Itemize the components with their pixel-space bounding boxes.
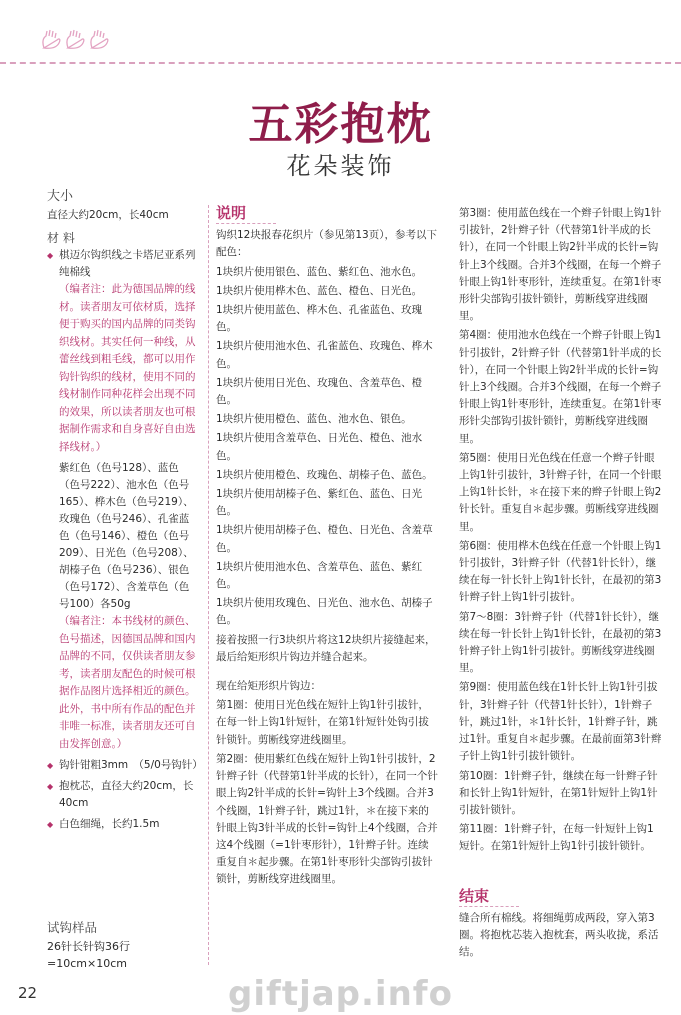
instruction-paragraph: 1块织片使用银色、蓝色、紫红色、池水色。 xyxy=(216,265,423,278)
border-paragraph: 现在给矩形织片钩边： xyxy=(216,680,321,693)
instructions-column xyxy=(216,205,438,891)
round-paragraph: 第9圈：使用蓝色线在1针长针上钩1针引拔针，3针辫子针（代替1针长针），1针辫子针，跳过1针，＊1针长针，1针辫子针，跳过1针。重复自＊起步骤。在最前面第3针辫子针上钩1针引拔针锁针。 xyxy=(459,681,662,763)
finishing-heading: 结束 xyxy=(459,888,519,907)
size-heading: 大小 xyxy=(47,189,74,204)
material-yarn: 棋迈尔钩织线之卡塔尼亚系列纯棉线 xyxy=(59,249,196,278)
instructions-heading: 说明 xyxy=(216,205,276,224)
finishing-section xyxy=(459,888,664,961)
material-item: ◆ 钩针钳粗3mm （5/0号钩针） xyxy=(47,757,199,774)
header-divider xyxy=(0,62,681,64)
material-item xyxy=(47,247,199,753)
editor-note-colors: （编者注：本书线材的颜色、色号描述，因德国品牌和国内品牌的不同，仅供读者朋友参考，读者朋友配色的时候可根据作品图片选择相近的颜色。此外，书中所有作品的配色并非唯一标准，读者朋友还可自由发挥创意。） xyxy=(59,615,196,750)
instruction-paragraph: 1块织片使用池水色、孔雀蓝色、玫瑰色、桦木色。 xyxy=(216,340,433,370)
hands-decoration-icon xyxy=(40,28,120,50)
material-item: ◆ 抱枕芯，直径大约20cm，长40cm xyxy=(47,778,199,812)
round-paragraph: 第5圈：使用日光色线在任意一个辫子针眼上钩1针引拔针，3针辫子针，在同一个针眼上钩1针长针，＊在接下来的辫子针眼上钩2针长针。重复自＊起步骤。剪断线穿进线圈里。 xyxy=(459,451,662,533)
rounds-column xyxy=(459,205,664,858)
instruction-paragraph: 钩织12块报春花织片（参见第13页），参考以下配色： xyxy=(216,229,437,259)
instruction-paragraph: 1块织片使用胡榛子色、紫红色、蓝色、日光色。 xyxy=(216,488,423,518)
sample-text: 26针长针钩36行=10cm×10cm xyxy=(47,940,130,970)
yarn-colors: 紫红色（色号128）、蓝色（色号222）、池水色（色号165）、桦木色（色号219）、玫瑰色（色号246）、孔雀蓝色（色号146）、橙色（色号209）、日光色（色号208）、胡榛子色（色号236）、银色（色号172）、含羞草色（色号100）各50g xyxy=(59,462,194,610)
instruction-paragraph: 1块织片使用含羞草色、日光色、橙色、池水色。 xyxy=(216,432,423,462)
round-paragraph: 第3圈：使用蓝色线在一个辫子针眼上钩1针引拔针，2针辫子针（代替第1针半成的长针），在同一个针眼上钩2针半成的长针=钩针上3个线圈。合并3个线圈，在每一个辫子针眼上钩1针枣形针，连续重复。在第1针枣形针尖部钩引拔针锁针，剪断线穿进线圈里。 xyxy=(459,207,662,323)
size-text: 直径大约20cm，长40cm xyxy=(47,209,169,221)
page-title: 五彩抱枕 xyxy=(248,99,433,150)
round-paragraph: 第7～8圈：3针辫子针（代替1针长针），继续在每一针长针上钩1针长针，在最初的第3针辫子针上钩1针引拔针。剪断线穿进线圈里。 xyxy=(459,610,662,675)
materials-list xyxy=(47,247,203,833)
watermark: giftjap.info xyxy=(228,974,453,1014)
gauge-sample xyxy=(47,913,207,974)
round-paragraph: 第6圈：使用桦木色线在任意一个针眼上钩1针引拔针，3针辫子针（代替1针长针），继续在每一针长针上钩1针长针，在最初的第3针辫子针上钩1针引拔针。 xyxy=(459,539,662,604)
round-paragraph: 第10圈：1针辫子针，继续在每一针辫子针和长针上钩1针短针，在第1针短针上钩1针引拔针锁针。 xyxy=(459,769,658,816)
materials-column xyxy=(47,188,203,837)
column-divider xyxy=(208,205,209,965)
page-subtitle: 花朵装饰 xyxy=(286,152,395,180)
instruction-paragraph: 1块织片使用池水色、含羞草色、蓝色、紫红色。 xyxy=(216,560,423,591)
instruction-paragraph: 1块织片使用橙色、玫瑰色、胡榛子色、蓝色。 xyxy=(216,468,433,481)
materials-heading: 材 料 xyxy=(47,231,75,245)
instruction-paragraph: 1块织片使用橙色、蓝色、池水色、银色。 xyxy=(216,413,412,426)
page-number: 22 xyxy=(18,984,38,1002)
finishing-text: 缝合所有棉线。将细绳剪成两段，穿入第3圈。将抱枕芯装入抱枕套，两头收拢，系活结。 xyxy=(459,912,659,958)
instruction-paragraph: 1块织片使用日光色、玫瑰色、含羞草色、橙色。 xyxy=(216,376,423,407)
instruction-paragraph: 1块织片使用桦木色、蓝色、橙色、日光色。 xyxy=(216,284,423,297)
round-paragraph: 第4圈：使用池水色线在一个辫子针眼上钩1针引拔针，2针辫子针（代替第1针半成的长针），在同一个针眼上钩2针半成的长针=钩针上3个线圈。合并3个线圈，在每一个辫子针眼上钩1针枣形针，连续重复。在第1针枣形针尖部钩引拔针锁针，剪断线穿进线圈里。 xyxy=(459,329,662,445)
border-paragraph: 第2圈：使用紫红色线在短针上钩1针引拔针，2针辫子针（代替第1针半成的长针），在同一个针眼上钩2针半成的长针=钩针上3个线圈。合并3个线圈，1针辫子针，跳过1针，＊在接下来的针眼上钩3针半成的长针=钩针上4个线圈，合并这4个线圈（=1针枣形针），1针辫子针。连续重复自＊起步骤。在第1针枣形针尖部钩引拔针锁针，剪断线穿进线圈里。 xyxy=(216,752,438,886)
editor-note: （编者注：此为德国品牌的线材。读者朋友可依材质，选择便于购买的国内品牌的同类钩织线材。其实任何一种线，从蕾丝线到粗毛线，都可以用作钩针钩织的线材，使用不同的线材制作同种花样会出现不同的效果，所以读者朋友也可根据制作需求和自身喜好自由选择线材。） xyxy=(59,283,196,453)
material-item: ◆ 白色细绳，长约1.5m xyxy=(47,816,199,833)
instruction-paragraph: 1块织片使用蓝色、桦木色、孔雀蓝色、玫瑰色。 xyxy=(216,304,423,334)
round-paragraph: 第11圈：1针辫子针，在每一针短针上钩1短针。在第1针短针上钩1针引拔针锁针。 xyxy=(459,823,654,853)
border-paragraph: 第1圈：使用日光色线在短针上钩1针引拔针，在每一针上钩1针短针，在第1针短针处钩引拔针锁针。剪断线穿进线圈里。 xyxy=(216,699,429,746)
sample-heading: 试钩样品 xyxy=(47,920,98,935)
instruction-paragraph: 1块织片使用胡榛子色、橙色、日光色、含羞草色。 xyxy=(216,524,433,554)
instruction-paragraph: 1块织片使用玫瑰色、日光色、池水色、胡榛子色。 xyxy=(216,597,433,627)
instruction-paragraph: 接着按照一行3块织片将这12块织片接缝起来，最后给矩形织片钩边并缝合起来。 xyxy=(216,633,436,663)
